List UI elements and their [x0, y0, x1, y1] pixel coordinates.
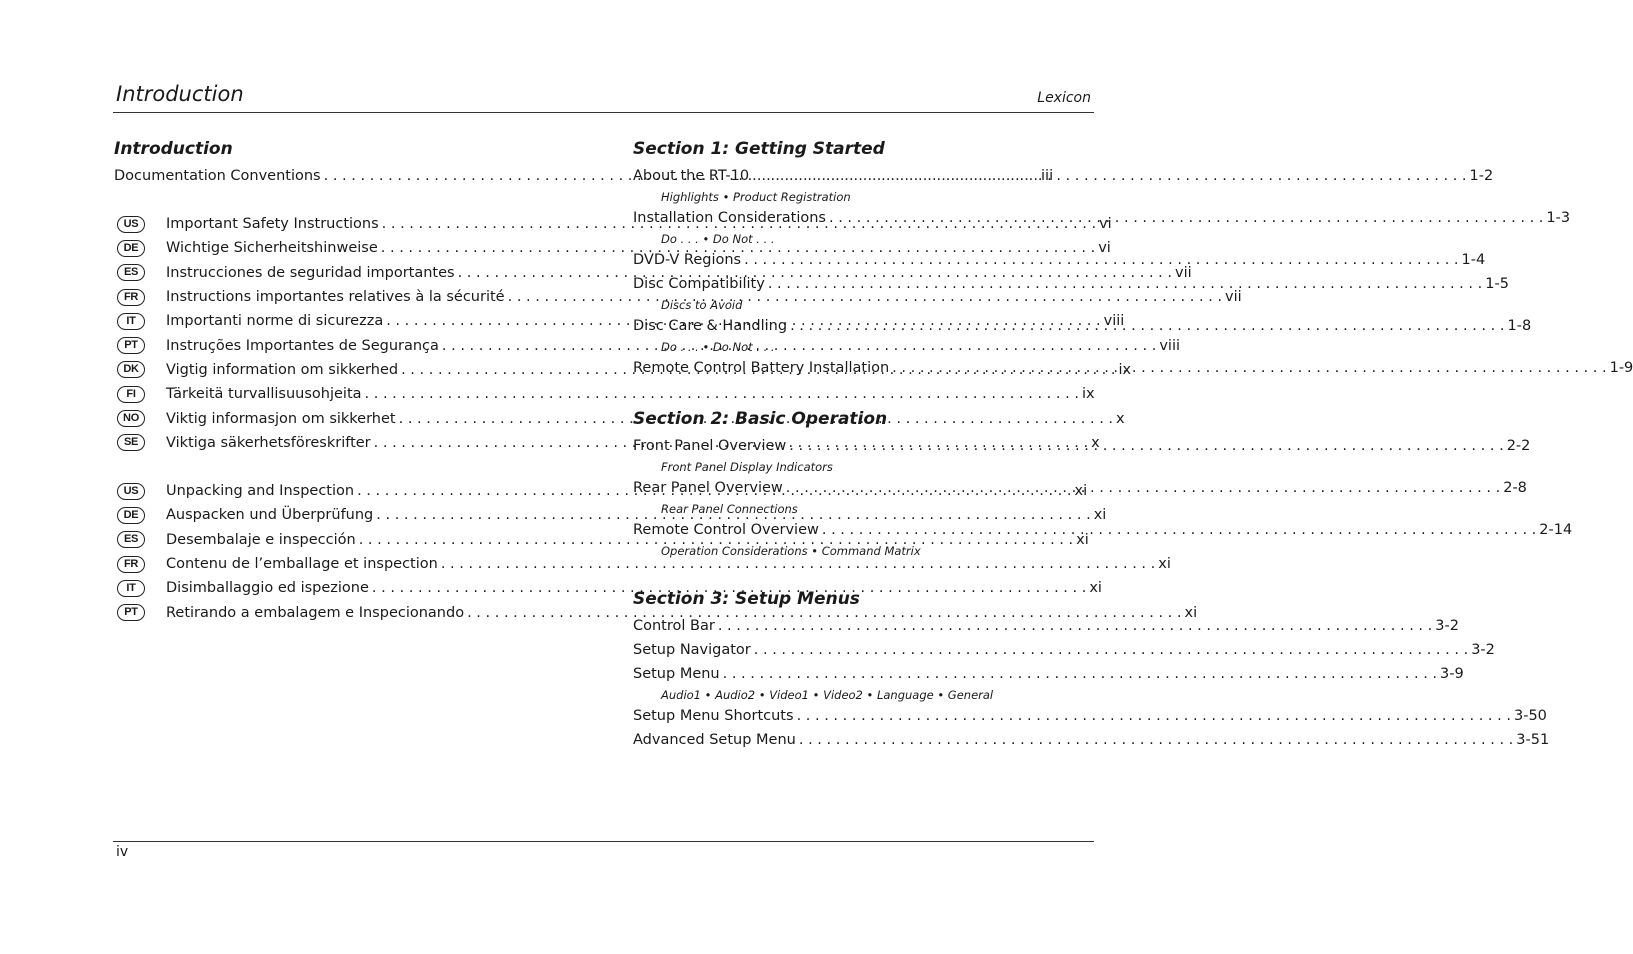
page-number: iv [116, 844, 129, 860]
toc-entry-page: 1-2 [1469, 168, 1494, 184]
section-heading-getting-started: Section 1: Getting Started [633, 139, 885, 159]
toc-entry-label: Instructions importantes relatives à la sécurité [166, 289, 505, 306]
toc-entry-page: 1-3 [1546, 210, 1571, 226]
toc-entry-page: vii [1225, 289, 1242, 306]
toc-entry-page: 1-8 [1507, 318, 1532, 334]
toc-entry-advanced-setup[interactable] [633, 728, 1550, 752]
section-heading-basic-operation: Section 2: Basic Operation [633, 409, 888, 429]
toc-entry-page: 3-9 [1440, 666, 1464, 682]
language-badge-icon: US [117, 483, 145, 500]
toc-entry-safety-fi[interactable] [114, 382, 1095, 406]
toc-entry-page: xi [1184, 604, 1198, 621]
toc-entry-setup-menu[interactable] [633, 662, 1464, 686]
dot-leader [744, 248, 1458, 272]
toc-entry-page: ix [1118, 361, 1132, 378]
toc-entry-page: viii [1103, 313, 1125, 330]
toc-subentry: Audio1 • Audio2 • Video1 • Video2 • Language • General [661, 688, 994, 702]
toc-entry-label: Instruções Importantes de Segurança [166, 337, 439, 354]
language-badge-icon: NO [117, 410, 145, 427]
toc-entry-label: Front Panel Overview [633, 438, 787, 454]
dot-leader [892, 356, 1606, 380]
toc-entry-label: Vigtig information om sikkerhed [166, 361, 399, 378]
toc-entry-unpacking-fr[interactable] [114, 552, 1171, 576]
toc-entry-page: xi [1089, 580, 1102, 597]
toc-entry-page: vi [1098, 240, 1111, 257]
toc-entry-label: Control Bar [633, 618, 715, 634]
toc-entry-page: 2-8 [1503, 480, 1527, 496]
toc-entry-control-bar[interactable] [633, 614, 1459, 638]
toc-entry-page: x [1091, 434, 1100, 451]
toc-entry-label: Remote Control Battery Installation [633, 360, 890, 376]
toc-entry-label: Disc Compatibility [633, 276, 765, 292]
toc-subentry: Do . . . • Do Not . . . [661, 232, 775, 246]
dot-leader [768, 272, 1482, 296]
toc-entry-label: Instrucciones de seguridad importantes [166, 264, 455, 281]
language-badge-icon: IT [117, 313, 145, 330]
section-heading-setup-menus: Section 3: Setup Menus [633, 589, 860, 609]
toc-entry-label: Setup Menu [633, 666, 720, 682]
toc-entry-page: viii [1159, 337, 1180, 354]
toc-entry-label: Retirando a embalagem e Inspecionando [166, 604, 465, 621]
section-heading-introduction: Introduction [114, 139, 233, 159]
language-badge-icon: FI [117, 386, 145, 403]
toc-entry-page: iii [1041, 168, 1054, 184]
toc-entry-label: Disimballaggio ed ispezione [166, 580, 369, 597]
toc-entry-label: Advanced Setup Menu [633, 732, 796, 748]
dot-leader [789, 434, 1503, 458]
toc-entry-label: About the RT-10 [633, 168, 750, 184]
toc-entry-page: x [1116, 410, 1125, 427]
header-rule [113, 112, 1094, 113]
toc-entry-label: Importanti norme di sicurezza [166, 313, 384, 330]
toc-entry-label: Unpacking and Inspection [166, 483, 355, 500]
toc-entry-label: Important Safety Instructions [166, 216, 379, 233]
toc-entry-label: Setup Menu Shortcuts [633, 708, 794, 724]
toc-entry-page: xi [1074, 483, 1088, 500]
toc-entry-page: xi [1158, 556, 1171, 572]
dot-leader [829, 206, 1543, 230]
toc-entry-label: Setup Navigator [633, 642, 751, 658]
toc-entry-setup-navigator[interactable] [633, 638, 1495, 662]
dot-leader [790, 314, 1504, 338]
toc-entry-label: Viktiga säkerhetsföreskrifter [166, 434, 371, 451]
toc-entry-page: 1-5 [1485, 276, 1509, 292]
toc-entry-page: 3-2 [1435, 618, 1459, 634]
footer-rule [113, 841, 1094, 842]
toc-subentry: Discs to Avoid [661, 298, 743, 312]
toc-subentry: Rear Panel Connections [661, 502, 798, 516]
toc-entry-label: Disc Care & Handling [633, 318, 788, 334]
toc-entry-page: xi [1076, 531, 1089, 548]
dot-leader [786, 476, 1500, 500]
toc-entry-page: vi [1099, 216, 1112, 233]
toc-entry-about-rt10[interactable] [633, 164, 1494, 188]
dot-leader [723, 662, 1437, 686]
language-badge-icon: PT [117, 604, 145, 621]
toc-entry-label: Auspacken und Überprüfung [166, 507, 374, 524]
language-badge-icon: IT [117, 580, 145, 597]
toc-entry-setup-shortcuts[interactable] [633, 704, 1547, 728]
toc-entry-page: 2-14 [1539, 522, 1573, 538]
toc-subentry: Do . . . • Do Not . . . [661, 340, 775, 354]
toc-entry-front-panel[interactable] [633, 434, 1531, 458]
toc-entry-label: Desembalaje e inspección [166, 531, 356, 548]
toc-entry-remote-control[interactable] [633, 518, 1573, 542]
language-badge-icon: FR [117, 289, 145, 306]
language-badge-icon: FR [117, 556, 145, 573]
toc-entry-page: xi [1093, 507, 1107, 524]
toc-entry-page: 1-4 [1461, 252, 1486, 268]
toc-entry-label: Wichtige Sicherheitshinweise [166, 240, 378, 257]
toc-entry-label: Viktig informasjon om sikkerhet [166, 410, 396, 427]
dot-leader [718, 614, 1432, 638]
toc-entry-page: 1-9 [1609, 360, 1633, 376]
toc-subentry: Highlights • Product Registration [661, 190, 851, 204]
toc-entry-page: 3-50 [1513, 708, 1547, 724]
toc-entry-label: DVD-V Regions [633, 252, 742, 268]
dot-leader [822, 518, 1536, 542]
toc-entry-page: 2-2 [1506, 438, 1531, 454]
page-title: Introduction [116, 82, 244, 106]
language-badge-icon: US [117, 216, 145, 233]
brand-name: Lexicon [1037, 90, 1091, 106]
language-badge-icon: DE [117, 507, 145, 524]
language-badge-icon: DE [117, 240, 145, 257]
toc-entry-unpacking-pt[interactable] [114, 600, 1198, 624]
toc-entry-label: Remote Control Overview [633, 522, 819, 538]
toc-entry-label: Installation Considerations [633, 210, 826, 226]
language-badge-icon: ES [117, 531, 145, 548]
toc-subentry: Front Panel Display Indicators [661, 460, 833, 474]
toc-entry-label: Tärkeitä turvallisuusohjeita [166, 386, 362, 403]
toc-entry-label: Contenu de l’emballage et inspection [166, 556, 438, 572]
toc-entry-rear-panel[interactable] [633, 476, 1527, 500]
dot-leader [799, 728, 1513, 752]
toc-entry-label: Rear Panel Overview [633, 480, 783, 496]
toc-entry-page: 3-2 [1471, 642, 1495, 658]
dot-leader [797, 704, 1511, 728]
toc-entry-page: 3-51 [1516, 732, 1550, 748]
language-badge-icon: ES [117, 264, 145, 281]
toc-entry-page: ix [1081, 386, 1095, 403]
dot-leader [752, 164, 1466, 188]
language-badge-icon: SE [117, 434, 145, 451]
toc-subentry: Operation Considerations • Command Matrix [661, 544, 921, 558]
dot-leader [754, 638, 1468, 662]
toc-entry-page: vii [1175, 264, 1192, 281]
toc-entry-label: Documentation Conventions [114, 168, 321, 184]
language-badge-icon: PT [117, 337, 145, 354]
language-badge-icon: DK [117, 361, 145, 378]
